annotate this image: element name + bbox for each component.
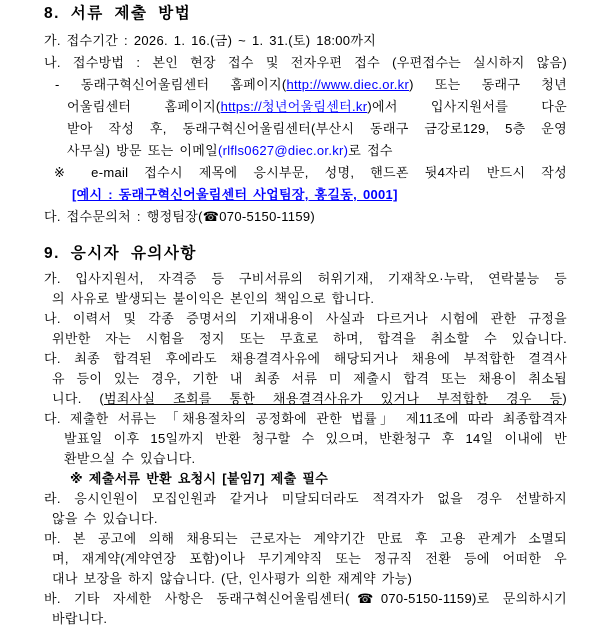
text-run: 가. 접수기간 : 2026. 1. 16.(금) ~ 1. 31.(토) 18:00까지 (44, 33, 377, 48)
text-line (44, 30, 567, 52)
text-run: 니다. ( (52, 391, 104, 406)
text-run: 유 등이 있는 경우, 기한 내 최종 서류 미 제출시 합격 또는 채용이 취소됩 (52, 371, 567, 386)
text-line (67, 118, 567, 140)
text-line (55, 74, 567, 96)
text-run: 환받으실 수 있습니다. (64, 451, 196, 466)
text-run: ※ e-mail 접수시 제목에 응시부문, 성명, 핸드폰 뒷4자리 반드시 작성 (54, 165, 567, 180)
text-run: 며, 재계약(계약연장 포함)이나 무기계약직 또는 정규직 전환 등에 어떠한 우 (52, 551, 567, 566)
text-line (52, 549, 567, 569)
text-line (72, 184, 567, 206)
criminal-check-note: 범죄사실 조회를 통한 채용결격사유가 있거나 부적합한 경우 등 (103, 391, 563, 406)
text-run: 다. 제출한 서류는 「채용절차의 공정화에 관한 법률」 제11조에 따라 최종합격자 (44, 411, 567, 426)
text-line (44, 409, 567, 429)
text-run: 다. 최종 합격된 후에라도 채용결격사유에 해당되거나 채용에 부적합한 결격사 (44, 351, 567, 366)
email-link[interactable]: (rlfls0627@diec.or.kr) (217, 143, 349, 158)
text-line (52, 509, 567, 529)
text-line (44, 52, 567, 74)
text-run: 나. 이력서 및 각종 증명서의 기재내용이 사실과 다르거나 시험에 관한 규정을 (44, 311, 567, 326)
text-line (64, 449, 567, 469)
text-run: 대나 보장을 하지 않습니다. (단, 인사평가 의한 재계약 가능) (52, 571, 413, 586)
text-run: 다. 접수문의처 : 행정팀장(☎070-5150-1159) (44, 209, 316, 224)
text-line (67, 140, 567, 162)
text-line (52, 389, 567, 409)
text-run: 받아 작성 후, 동래구혁신어울림센터(부산시 동래구 금강로129, 5층 운영 (67, 121, 567, 136)
text-run: 바랍니다. (52, 611, 108, 626)
text-run: 않을 수 있습니다. (52, 511, 158, 526)
text-line (44, 206, 567, 228)
text-line (52, 369, 567, 389)
text-run: ) (562, 391, 567, 406)
diec-homepage-link[interactable]: http://www.diec.or.kr (286, 77, 410, 92)
text-run: 로 접수 (348, 143, 393, 158)
section-8-heading: 8. 서류 제출 방법 (44, 5, 192, 22)
return-request-note: ※ 제출서류 반환 요청시 [붙임7] 제출 필수 (70, 471, 329, 486)
text-run: 발표일 이후 15일까지 반환 청구할 수 있으며, 반환청구 후 14일 이내에 반 (64, 431, 567, 446)
example-text: [예시 : 동래구혁신어울림센터 사업팀장, 홍길동, 0001] (72, 187, 398, 202)
text-line (54, 162, 567, 184)
text-line (52, 569, 567, 589)
text-run: 어울림센터 홈페이지( (67, 99, 221, 114)
text-run: ) 또는 동래구 청년 (409, 77, 567, 92)
section-applicant-notes (0, 244, 567, 629)
text-run: )에서 입사지원서를 다운 (367, 99, 567, 114)
text-line (52, 609, 567, 629)
text-line (44, 589, 567, 609)
text-line (44, 489, 567, 509)
text-run: 마. 본 공고에 의해 채용되는 근로자는 계약기간 만료 후 고용 관계가 소멸되 (44, 531, 567, 546)
text-line (44, 529, 567, 549)
text-line (70, 469, 567, 489)
text-line (44, 349, 567, 369)
text-line (64, 429, 567, 449)
text-line (52, 329, 567, 349)
text-run: 나. 접수방법 : 본인 현장 접수 및 전자우편 접수 (우편접수는 실시하지 않음) (44, 55, 567, 70)
text-run: - 동래구혁신어울림센터 홈페이지( (55, 77, 287, 92)
section-8-lines (0, 30, 567, 228)
text-run: 의 사유로 발생되는 불이익은 본인의 책임으로 합니다. (52, 291, 375, 306)
text-run: 바. 기타 자세한 사항은 동래구혁신어울림센터(☎070-5150-1159)로 문의하시기 (44, 591, 567, 606)
text-line (52, 289, 567, 309)
text-run: 가. 입사지원서, 자격증 등 구비서류의 허위기재, 기재착오·누락, 연락불능 등 (44, 271, 567, 286)
text-run: 라. 응시인원이 모집인원과 같거나 미달되더라도 적격자가 없을 경우 선발하지 (44, 491, 567, 506)
youth-center-homepage-link[interactable]: https://청년어울림센터.kr (220, 99, 368, 114)
text-line (44, 309, 567, 329)
text-line (44, 269, 567, 289)
section-9-heading: 9. 응시자 유의사항 (44, 245, 197, 262)
section-submission-method (0, 4, 567, 228)
text-run: 사무실) 방문 또는 이메일 (67, 143, 218, 158)
section-9-lines (0, 269, 567, 629)
text-line (67, 96, 567, 118)
text-run: 위반한 자는 시험을 정지 또는 무효로 하며, 합격을 취소할 수 있습니다. (52, 331, 567, 346)
